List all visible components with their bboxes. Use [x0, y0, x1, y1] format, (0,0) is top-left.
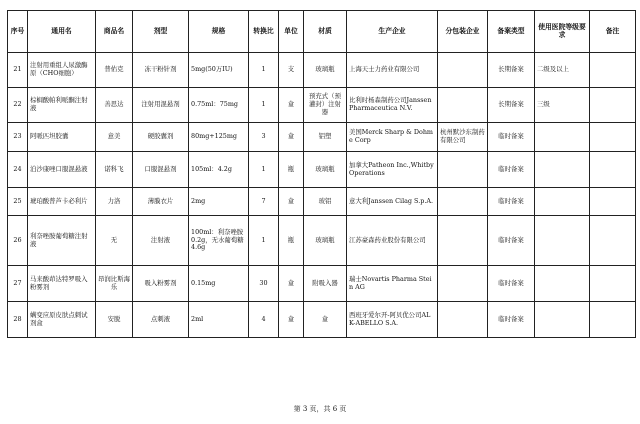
- packager: 杭州默沙东制药有限公司: [438, 123, 488, 152]
- packager: [438, 88, 488, 123]
- header-cell: 生产企业: [347, 11, 438, 53]
- generic-name: 利奈唑胺葡萄糖注射液: [28, 216, 96, 266]
- packager: [438, 266, 488, 302]
- specification: 80mg+125mg: [189, 123, 249, 152]
- generic-name: 棕榈酸帕利哌酮注射液: [28, 88, 96, 123]
- table-row: [8, 302, 636, 338]
- table-header-row: [8, 11, 636, 53]
- header-cell: 备注: [590, 11, 636, 53]
- table-row: [8, 152, 636, 188]
- dosage-form: 口服混悬剂: [133, 152, 189, 188]
- header-cell: 分包装企业: [438, 11, 488, 53]
- material: 附吸入器: [304, 266, 347, 302]
- dosage-form: 点刺液: [133, 302, 189, 338]
- table-row: [8, 53, 636, 88]
- brand-name: 无: [96, 216, 133, 266]
- specification: 0.75ml：75mg: [189, 88, 249, 123]
- row-number: 23: [8, 123, 28, 152]
- hospital-level: [535, 123, 590, 152]
- manufacturer: 美国Merck Sharp & Dohme Corp: [347, 123, 438, 152]
- filing-type: 临时备案: [488, 123, 535, 152]
- hospital-level: [535, 152, 590, 188]
- filing-type: 临时备案: [488, 216, 535, 266]
- hospital-level: [535, 266, 590, 302]
- header-cell: 商品名: [96, 11, 133, 53]
- hospital-level: [535, 302, 590, 338]
- packager: [438, 188, 488, 216]
- row-number: 25: [8, 188, 28, 216]
- material: 玻铝: [304, 188, 347, 216]
- unit: 盒: [279, 123, 304, 152]
- header-cell: 通用名: [28, 11, 96, 53]
- table-row: [8, 266, 636, 302]
- packager: [438, 302, 488, 338]
- drug-filing-table: [7, 10, 636, 338]
- row-number: 26: [8, 216, 28, 266]
- conversion-ratio: 3: [249, 123, 279, 152]
- header-cell: 规格: [189, 11, 249, 53]
- unit: 盒: [279, 188, 304, 216]
- unit: 瓶: [279, 152, 304, 188]
- remarks: [590, 123, 636, 152]
- filing-type: 临时备案: [488, 188, 535, 216]
- remarks: [590, 216, 636, 266]
- specification: 105ml：4.2g: [189, 152, 249, 188]
- unit: 盒: [279, 266, 304, 302]
- table-row: [8, 188, 636, 216]
- generic-name: 阿哌匹坦胶囊: [28, 123, 96, 152]
- brand-name: 诺科飞: [96, 152, 133, 188]
- brand-name: 普佑克: [96, 53, 133, 88]
- brand-name: 意美: [96, 123, 133, 152]
- conversion-ratio: 1: [249, 88, 279, 123]
- generic-name: 螨变应原皮肤点刺试剂盒: [28, 302, 96, 338]
- dosage-form: 硬胶囊剂: [133, 123, 189, 152]
- hospital-level: [535, 216, 590, 266]
- header-cell: 单位: [279, 11, 304, 53]
- material: 玻璃瓶: [304, 152, 347, 188]
- material: 铝塑: [304, 123, 347, 152]
- remarks: [590, 53, 636, 88]
- generic-name: 琥珀酸普芦卡必利片: [28, 188, 96, 216]
- unit: 盒: [279, 88, 304, 123]
- filing-type: 长期备案: [488, 53, 535, 88]
- generic-name: 注射用重组人尿激酶原（CHO细胞）: [28, 53, 96, 88]
- dosage-form: 吸入粉雾剂: [133, 266, 189, 302]
- header-cell: 使用医院等级要求: [535, 11, 590, 53]
- remarks: [590, 302, 636, 338]
- row-number: 24: [8, 152, 28, 188]
- table-row: [8, 123, 636, 152]
- specification: 0.15mg: [189, 266, 249, 302]
- generic-name: 泊沙康唑口服混悬液: [28, 152, 96, 188]
- filing-type: 长期备案: [488, 88, 535, 123]
- hospital-level: 二级及以上: [535, 53, 590, 88]
- manufacturer: 瑞士Novartis Pharma Stein AG: [347, 266, 438, 302]
- table-row: [8, 88, 636, 123]
- remarks: [590, 152, 636, 188]
- dosage-form: 薄膜衣片: [133, 188, 189, 216]
- conversion-ratio: 1: [249, 216, 279, 266]
- brand-name: 安脱: [96, 302, 133, 338]
- table-row: [8, 216, 636, 266]
- hospital-level: 三级: [535, 88, 590, 123]
- header-cell: 剂型: [133, 11, 189, 53]
- unit: 瓶: [279, 216, 304, 266]
- row-number: 21: [8, 53, 28, 88]
- packager: [438, 216, 488, 266]
- remarks: [590, 188, 636, 216]
- material: 盒: [304, 302, 347, 338]
- conversion-ratio: 7: [249, 188, 279, 216]
- manufacturer: 上海天士力药业有限公司: [347, 53, 438, 88]
- header-cell: 转换比: [249, 11, 279, 53]
- filing-type: 临时备案: [488, 152, 535, 188]
- manufacturer: 加拿大Patheon Inc.,Whitby Operations: [347, 152, 438, 188]
- header-cell: 材质: [304, 11, 347, 53]
- manufacturer: 意大利Janssen Cilag S.p.A.: [347, 188, 438, 216]
- material: 玻璃瓶: [304, 53, 347, 88]
- packager: [438, 53, 488, 88]
- brand-name: 善思达: [96, 88, 133, 123]
- filing-type: 临时备案: [488, 302, 535, 338]
- conversion-ratio: 4: [249, 302, 279, 338]
- conversion-ratio: 1: [249, 53, 279, 88]
- header-cell: 序号: [8, 11, 28, 53]
- brand-name: 力洛: [96, 188, 133, 216]
- brand-name: 昂润比斯海乐: [96, 266, 133, 302]
- specification: 100ml：利奈唑胺0.2g，无水葡萄糖4.6g: [189, 216, 249, 266]
- row-number: 27: [8, 266, 28, 302]
- specification: 2ml: [189, 302, 249, 338]
- packager: [438, 152, 488, 188]
- row-number: 22: [8, 88, 28, 123]
- unit: 盒: [279, 302, 304, 338]
- material: 预充式（预灌封）注射器: [304, 88, 347, 123]
- filing-type: 临时备案: [488, 266, 535, 302]
- dosage-form: 冻干粉针剂: [133, 53, 189, 88]
- conversion-ratio: 1: [249, 152, 279, 188]
- header-cell: 备案类型: [488, 11, 535, 53]
- conversion-ratio: 30: [249, 266, 279, 302]
- unit: 支: [279, 53, 304, 88]
- page-footer: 第 3 页，共 6 页: [293, 405, 347, 413]
- generic-name: 马来酸茚达特罗吸入粉雾剂: [28, 266, 96, 302]
- specification: 2mg: [189, 188, 249, 216]
- manufacturer: 江苏豪森药业股份有限公司: [347, 216, 438, 266]
- remarks: [590, 266, 636, 302]
- remarks: [590, 88, 636, 123]
- manufacturer: 西班牙爱尔开-阿贝优公司ALK-ABELLO S.A.: [347, 302, 438, 338]
- dosage-form: 注射液: [133, 216, 189, 266]
- row-number: 28: [8, 302, 28, 338]
- manufacturer: 比利时杨森制药公司Janssen Pharmaceutica N.V.: [347, 88, 438, 123]
- dosage-form: 注射用混悬剂: [133, 88, 189, 123]
- material: 玻璃瓶: [304, 216, 347, 266]
- specification: 5mg(50万IU): [189, 53, 249, 88]
- hospital-level: [535, 188, 590, 216]
